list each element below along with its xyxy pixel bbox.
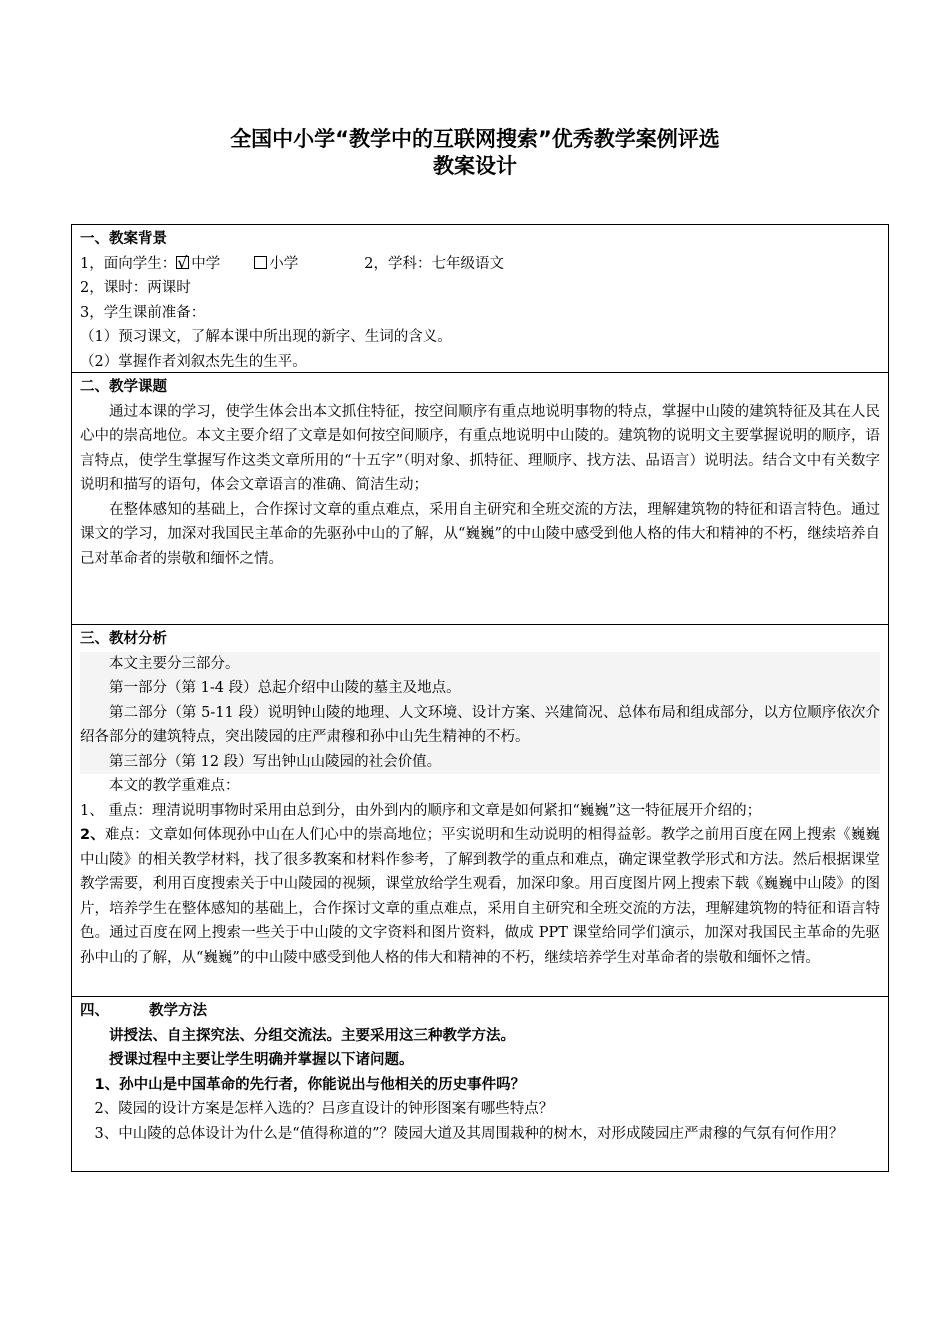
analysis-paragraph: 本文主要分三部分。	[80, 652, 880, 677]
section-topic-heading: 二、教学课题	[80, 379, 167, 395]
question-item: 1、孙中山是中国革命的先行者，你能说出与他相关的历史事件吗？	[94, 1076, 526, 1093]
question-item: 3、中山陵的总体设计为什么是“值得称道的”？陵园大道及其周围栽种的树木，对形成陵园庄严肃穆的气氛有何作用？	[94, 1125, 844, 1142]
difficult-point	[80, 823, 880, 970]
question-item: 2、陵园的设计方案是怎样入选的？吕彦直设计的钟形图案有哪些特点？	[94, 1101, 554, 1117]
section-topic	[72, 372, 888, 624]
topic-paragraph: 通过本课的学习，使学生体会出本文抓住特征，按空间顺序有重点地说明事物的特点，掌握中山陵的建筑特征及其在人民心中的崇高地位。本文主要介绍了文章是如何按空间顺序，有重点地说明中山陵的。建筑物的说明文主要掌握说明的顺序，语言特点，使学生掌握写作这类文章所用的“十五字”（明对象、抓特征、理顺序、找方法、品语言）说明法。结合文中有关数字说明和描写的语句，体会文章语言的准确、简洁生动；	[80, 403, 880, 493]
lesson-plan-table	[71, 224, 889, 1172]
methods-paragraph: 授课过程中主要让学生明确并掌握以下诸问题。	[109, 1052, 414, 1068]
target-students-label: 1，面向学生：	[80, 255, 177, 272]
option-primary-school-label: 小学	[269, 255, 299, 272]
analysis-paragraph: 本文的教学重难点：	[109, 778, 240, 794]
document-subtitle: 教案设计	[433, 154, 517, 178]
analysis-paragraph: 第三部分（第 12 段）写出钟山山陵园的社会价值。	[80, 750, 880, 775]
student-prep-heading: 3，学生课前准备：	[80, 304, 206, 321]
subject-label: 2，学科：七年级语文	[364, 255, 504, 272]
document-title: 全国中小学“教学中的互联网搜索”优秀教学案例评选	[230, 127, 720, 151]
section-material-analysis	[72, 624, 888, 996]
difficult-point-number: 2、	[80, 827, 105, 843]
student-prep-item: （1）预习课文，了解本课中所出现的新字、生词的含义。	[80, 329, 452, 345]
methods-paragraph: 讲授法、自主探究法、分组交流法。主要采用这三种教学方法。	[109, 1027, 515, 1044]
analysis-paragraph: 第二部分（第 5-11 段）说明钟山陵的地理、人文环境、设计方案、兴建简况、总体布局和组成部分，以方位顺序依次介绍各部分的建筑特点，突出陵园的庄严肃穆和孙中山先生精神的不朽。	[80, 701, 880, 750]
class-hours: 2，课时：两课时	[80, 280, 191, 296]
checkbox-primary-school[interactable]	[254, 256, 267, 269]
section-methods-number: 四、	[80, 1003, 109, 1019]
checkbox-middle-school[interactable]	[176, 256, 189, 269]
option-middle-school-label: 中学	[191, 255, 221, 272]
key-point: 1、 重点：理清说明事物时采用由总到分，由外到内的顺序和文章是如何紧扣“巍巍”这一特征展开介绍的；	[80, 802, 762, 819]
topic-paragraph: 在整体感知的基础上，合作探讨文章的重点难点，采用自主研究和全班交流的方法，理解建筑物的特征和语言特色。通过课文的学习，加深对我国民主革命的先驱孙中山的了解，从“巍巍”的中山陵中感受到他人格的伟大和精神的不朽，继续培养自己对革命者的崇敬和缅怀之情。	[80, 501, 880, 567]
section-background	[72, 225, 888, 372]
section-methods-title: 教学方法	[149, 1003, 207, 1019]
student-prep-item: （2）掌握作者刘叙杰先生的生平。	[80, 353, 307, 370]
analysis-paragraph: 第一部分（第 1-4 段）总起介绍中山陵的墓主及地点。	[80, 676, 880, 701]
section-teaching-methods	[72, 996, 888, 1171]
target-students-row	[80, 252, 880, 277]
section-methods-heading	[80, 999, 880, 1024]
section-background-heading: 一、教案背景	[80, 231, 167, 247]
section-material-heading: 三、教材分析	[80, 631, 167, 647]
difficult-point-text: 难点：文章如何体现孙中山在人们心中的崇高地位；平实说明和生动说明的相得益彰。教学之前用百度在网上搜索《巍巍中山陵》的相关教学材料，找了很多教案和材料作参考，了解到教学的重点和难点，确定课堂教学形式和方法。然后根据课堂教学需要，利用百度搜索关于中山陵园的视频，课堂放给学生观看，加深印象。用百度图片网上搜索下载《巍巍中山陵》的图片，培养学生在整体感知的基础上，合作探讨文章的重点难点，采用自主研究和全班交流的方法，理解建筑物的特征和语言特色。通过百度在网上搜索一些关于中山陵的文字资料和图片资料，做成 PPT 课堂给同学们演示，加深对我国民主革命的先驱孙中山的了解，从“巍巍”的中山陵中感受到他人格的伟大和精神的不朽，继续培养学生对革命者的崇敬和缅怀之情。	[80, 827, 881, 966]
